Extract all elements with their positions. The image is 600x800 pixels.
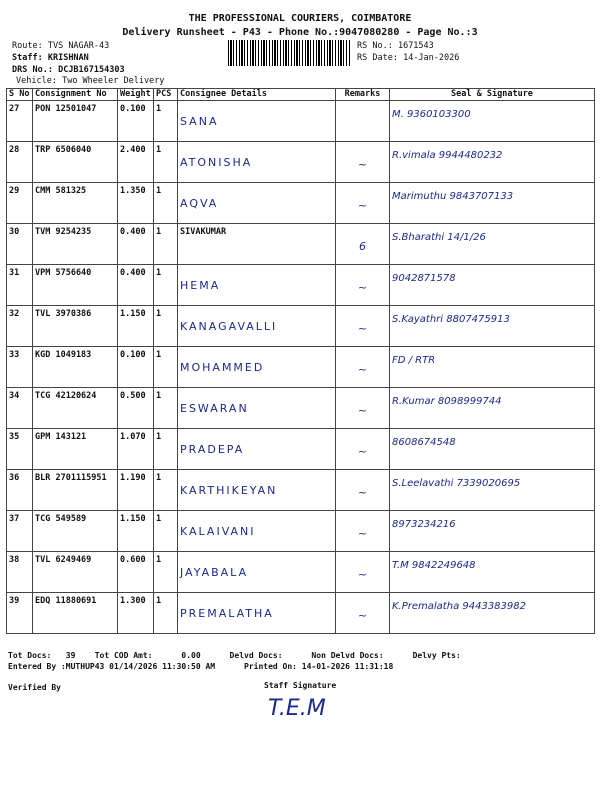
- drs-value: DCJB167154303: [58, 65, 125, 75]
- remarks-cell: [336, 142, 390, 183]
- consignee-name: SIVAKUMAR: [180, 227, 227, 237]
- sno-cell: 29: [7, 183, 33, 224]
- staff-signature: T.E.M: [268, 696, 326, 721]
- route-label: Route:: [12, 41, 43, 51]
- sno-cell: 38: [7, 552, 33, 593]
- col-header-remarks: Remarks: [336, 89, 390, 101]
- sno-cell: 30: [7, 224, 33, 265]
- remarks-cell: [336, 183, 390, 224]
- consignment-cell: CMM 581325: [33, 183, 118, 224]
- remark-mark: ~: [357, 527, 368, 540]
- sno-cell: 36: [7, 470, 33, 511]
- consignee-cell: [178, 142, 336, 183]
- handwritten-signature: 8608674548: [392, 437, 456, 448]
- remarks-cell: [336, 265, 390, 306]
- consignment-cell: PON 12501047: [33, 101, 118, 142]
- consignee-name: PREMALATHA: [180, 607, 274, 620]
- weight-cell: 0.500: [118, 388, 154, 429]
- staff-label: Staff:: [12, 53, 43, 63]
- pcs-cell: 1: [154, 142, 178, 183]
- signature-cell: [390, 183, 595, 224]
- pcs-cell: 1: [154, 511, 178, 552]
- consignee-name: KARTHIKEYAN: [180, 484, 278, 497]
- signature-cell: [390, 306, 595, 347]
- consignment-cell: TRP 6506040: [33, 142, 118, 183]
- pcs-cell: 1: [154, 306, 178, 347]
- table-row: [7, 306, 595, 347]
- runsheet-table: [6, 88, 595, 634]
- table-body: [7, 101, 595, 634]
- signature-cell: [390, 593, 595, 634]
- table-row: [7, 593, 595, 634]
- rs-date-line: [357, 53, 459, 63]
- route-line: [12, 41, 109, 51]
- signature-cell: [390, 552, 595, 593]
- weight-cell: 1.150: [118, 511, 154, 552]
- consignee-cell: [178, 552, 336, 593]
- consignee-cell: [178, 347, 336, 388]
- consignee-name: ESWARAN: [180, 402, 249, 415]
- consignee-cell: [178, 101, 336, 142]
- handwritten-signature: T.M 9842249648: [392, 560, 476, 571]
- table-row: [7, 429, 595, 470]
- consignee-name: SANA: [180, 115, 219, 128]
- sno-cell: 35: [7, 429, 33, 470]
- pcs-cell: 1: [154, 224, 178, 265]
- consignment-cell: VPM 5756640: [33, 265, 118, 306]
- consignee-name: PRADEPA: [180, 443, 245, 456]
- pcs-cell: 1: [154, 183, 178, 224]
- weight-cell: 0.400: [118, 265, 154, 306]
- handwritten-signature: M. 9360103300: [392, 109, 471, 120]
- col-header-weight: Weight: [118, 89, 154, 101]
- signature-cell: [390, 429, 595, 470]
- sno-cell: 33: [7, 347, 33, 388]
- consignee-cell: [178, 183, 336, 224]
- table-row: [7, 224, 595, 265]
- weight-cell: 0.100: [118, 347, 154, 388]
- remarks-cell: [336, 593, 390, 634]
- table-row: [7, 552, 595, 593]
- staff-line: [12, 53, 89, 63]
- consignee-name: KALAIVANI: [180, 525, 256, 538]
- consignment-cell: TVM 9254235: [33, 224, 118, 265]
- consignee-name: ATONISHA: [180, 156, 253, 169]
- col-header-pcs: PCS: [154, 89, 178, 101]
- weight-cell: 0.100: [118, 101, 154, 142]
- table-row: [7, 265, 595, 306]
- remark-mark: ~: [357, 199, 368, 212]
- remarks-cell: [336, 388, 390, 429]
- consignee-cell: [178, 224, 336, 265]
- sno-cell: 37: [7, 511, 33, 552]
- col-header-sno: S No: [7, 89, 33, 101]
- signature-cell: [390, 142, 595, 183]
- remarks-cell: [336, 429, 390, 470]
- remark-mark: ~: [357, 281, 368, 294]
- remarks-cell: [336, 224, 390, 265]
- consignment-cell: TVL 3970386: [33, 306, 118, 347]
- sno-cell: 31: [7, 265, 33, 306]
- rs-date-value: 14-Jan-2026: [403, 53, 460, 63]
- runsheet-subtitle: Delivery Runsheet - P43 - Phone No.:9047080280 - Page No.:3: [122, 27, 478, 38]
- remark-mark: ~: [357, 486, 368, 499]
- weight-cell: 1.070: [118, 429, 154, 470]
- pcs-cell: 1: [154, 101, 178, 142]
- sno-cell: 28: [7, 142, 33, 183]
- consignee-cell: [178, 265, 336, 306]
- consignee-name: KANAGAVALLI: [180, 320, 278, 333]
- pcs-cell: 1: [154, 552, 178, 593]
- consignee-name: HEMA: [180, 279, 221, 292]
- remark-mark: ~: [357, 322, 368, 335]
- pcs-cell: 1: [154, 347, 178, 388]
- table-row: [7, 388, 595, 429]
- handwritten-signature: K.Premalatha 9443383982: [392, 601, 526, 612]
- rs-no-value: 1671543: [397, 41, 434, 51]
- consignee-cell: [178, 429, 336, 470]
- rs-date-label: RS Date:: [357, 53, 398, 63]
- pcs-cell: 1: [154, 388, 178, 429]
- sno-cell: 34: [7, 388, 33, 429]
- signature-cell: [390, 224, 595, 265]
- consignee-cell: [178, 306, 336, 347]
- signature-cell: [390, 101, 595, 142]
- pcs-cell: 1: [154, 265, 178, 306]
- handwritten-signature: Marimuthu 9843707133: [392, 191, 514, 202]
- table-row: [7, 101, 595, 142]
- weight-cell: 1.300: [118, 593, 154, 634]
- weight-cell: 2.400: [118, 142, 154, 183]
- consignment-cell: BLR 2701115951: [33, 470, 118, 511]
- table-row: [7, 470, 595, 511]
- table-header-row: [7, 89, 595, 101]
- remark-mark: ~: [357, 404, 368, 417]
- handwritten-signature: 9042871578: [392, 273, 456, 284]
- table-row: [7, 183, 595, 224]
- drs-line: [12, 65, 125, 75]
- barcode-image: [228, 40, 350, 66]
- col-header-signature: Seal & Signature: [390, 89, 595, 101]
- handwritten-signature: FD / RTR: [392, 355, 436, 366]
- consignment-cell: TVL 6249469: [33, 552, 118, 593]
- rs-no-label: RS No.:: [357, 41, 393, 51]
- col-header-consignment: Consignment No: [33, 89, 118, 101]
- remarks-cell: [336, 306, 390, 347]
- pcs-cell: 1: [154, 593, 178, 634]
- remarks-cell: [336, 552, 390, 593]
- weight-cell: 0.600: [118, 552, 154, 593]
- consignment-cell: TCG 42120624: [33, 388, 118, 429]
- table-row: [7, 142, 595, 183]
- handwritten-signature: R.vimala 9944480232: [392, 150, 503, 161]
- remark-mark: ~: [357, 363, 368, 376]
- consignment-cell: EDQ 11880691: [33, 593, 118, 634]
- remark-mark: ~: [357, 445, 368, 458]
- remark-mark: ~: [357, 609, 368, 622]
- handwritten-signature: 8973234216: [392, 519, 456, 530]
- consignee-cell: [178, 470, 336, 511]
- sno-cell: 39: [7, 593, 33, 634]
- consignee-cell: [178, 388, 336, 429]
- weight-cell: 1.350: [118, 183, 154, 224]
- handwritten-signature: S.Leelavathi 7339020695: [392, 478, 521, 489]
- route-value: TVS NAGAR-43: [47, 41, 110, 51]
- col-header-consignee: Consignee Details: [178, 89, 336, 101]
- consignee-cell: [178, 593, 336, 634]
- vehicle-line: [16, 76, 164, 86]
- staff-value: KRISHNAN: [47, 53, 89, 63]
- handwritten-signature: S.Kayathri 8807475913: [392, 314, 510, 325]
- pcs-cell: 1: [154, 429, 178, 470]
- remark-mark: ~: [357, 158, 368, 171]
- consignment-cell: KGD 1049183: [33, 347, 118, 388]
- handwritten-signature: S.Bharathi 14/1/26: [392, 232, 486, 243]
- consignment-cell: TCG 549589: [33, 511, 118, 552]
- remarks-cell: [336, 347, 390, 388]
- sno-cell: 27: [7, 101, 33, 142]
- signature-cell: [390, 347, 595, 388]
- remarks-cell: [336, 101, 390, 142]
- signature-cell: [390, 470, 595, 511]
- table-row: [7, 347, 595, 388]
- vehicle-value: Two Wheeler Delivery: [62, 76, 165, 86]
- consignee-name: JAYABALA: [180, 566, 249, 579]
- weight-cell: 0.400: [118, 224, 154, 265]
- rs-no-line: [357, 41, 434, 51]
- verified-by-label: Verified By: [8, 683, 61, 692]
- remarks-cell: [336, 511, 390, 552]
- remark-mark: ~: [357, 568, 368, 581]
- remarks-cell: [336, 470, 390, 511]
- weight-cell: 1.150: [118, 306, 154, 347]
- consignment-cell: GPM 143121: [33, 429, 118, 470]
- signature-cell: [390, 265, 595, 306]
- weight-cell: 1.190: [118, 470, 154, 511]
- signature-cell: [390, 388, 595, 429]
- totals-line: Tot Docs: 39 Tot COD Amt: 0.00 Delvd Docs: Non Delvd Docs: Delvy Pts:: [8, 651, 461, 660]
- drs-label: DRS No.:: [12, 65, 53, 75]
- company-title: THE PROFESSIONAL COURIERS, COIMBATORE: [188, 13, 412, 24]
- entered-by-line: Entered By :MUTHUP43 01/14/2026 11:30:50 AM Printed On: 14-01-2026 11:31:18: [8, 662, 394, 671]
- consignee-name: MOHAMMED: [180, 361, 265, 374]
- staff-signature-label: Staff Signature: [264, 681, 337, 690]
- signature-cell: [390, 511, 595, 552]
- vehicle-label: Vehicle:: [16, 76, 57, 86]
- remark-mark: 6: [359, 240, 366, 253]
- pcs-cell: 1: [154, 470, 178, 511]
- consignee-cell: [178, 511, 336, 552]
- consignee-name: AQVA: [180, 197, 219, 210]
- table-row: [7, 511, 595, 552]
- handwritten-signature: R.Kumar 8098999744: [392, 396, 502, 407]
- sno-cell: 32: [7, 306, 33, 347]
